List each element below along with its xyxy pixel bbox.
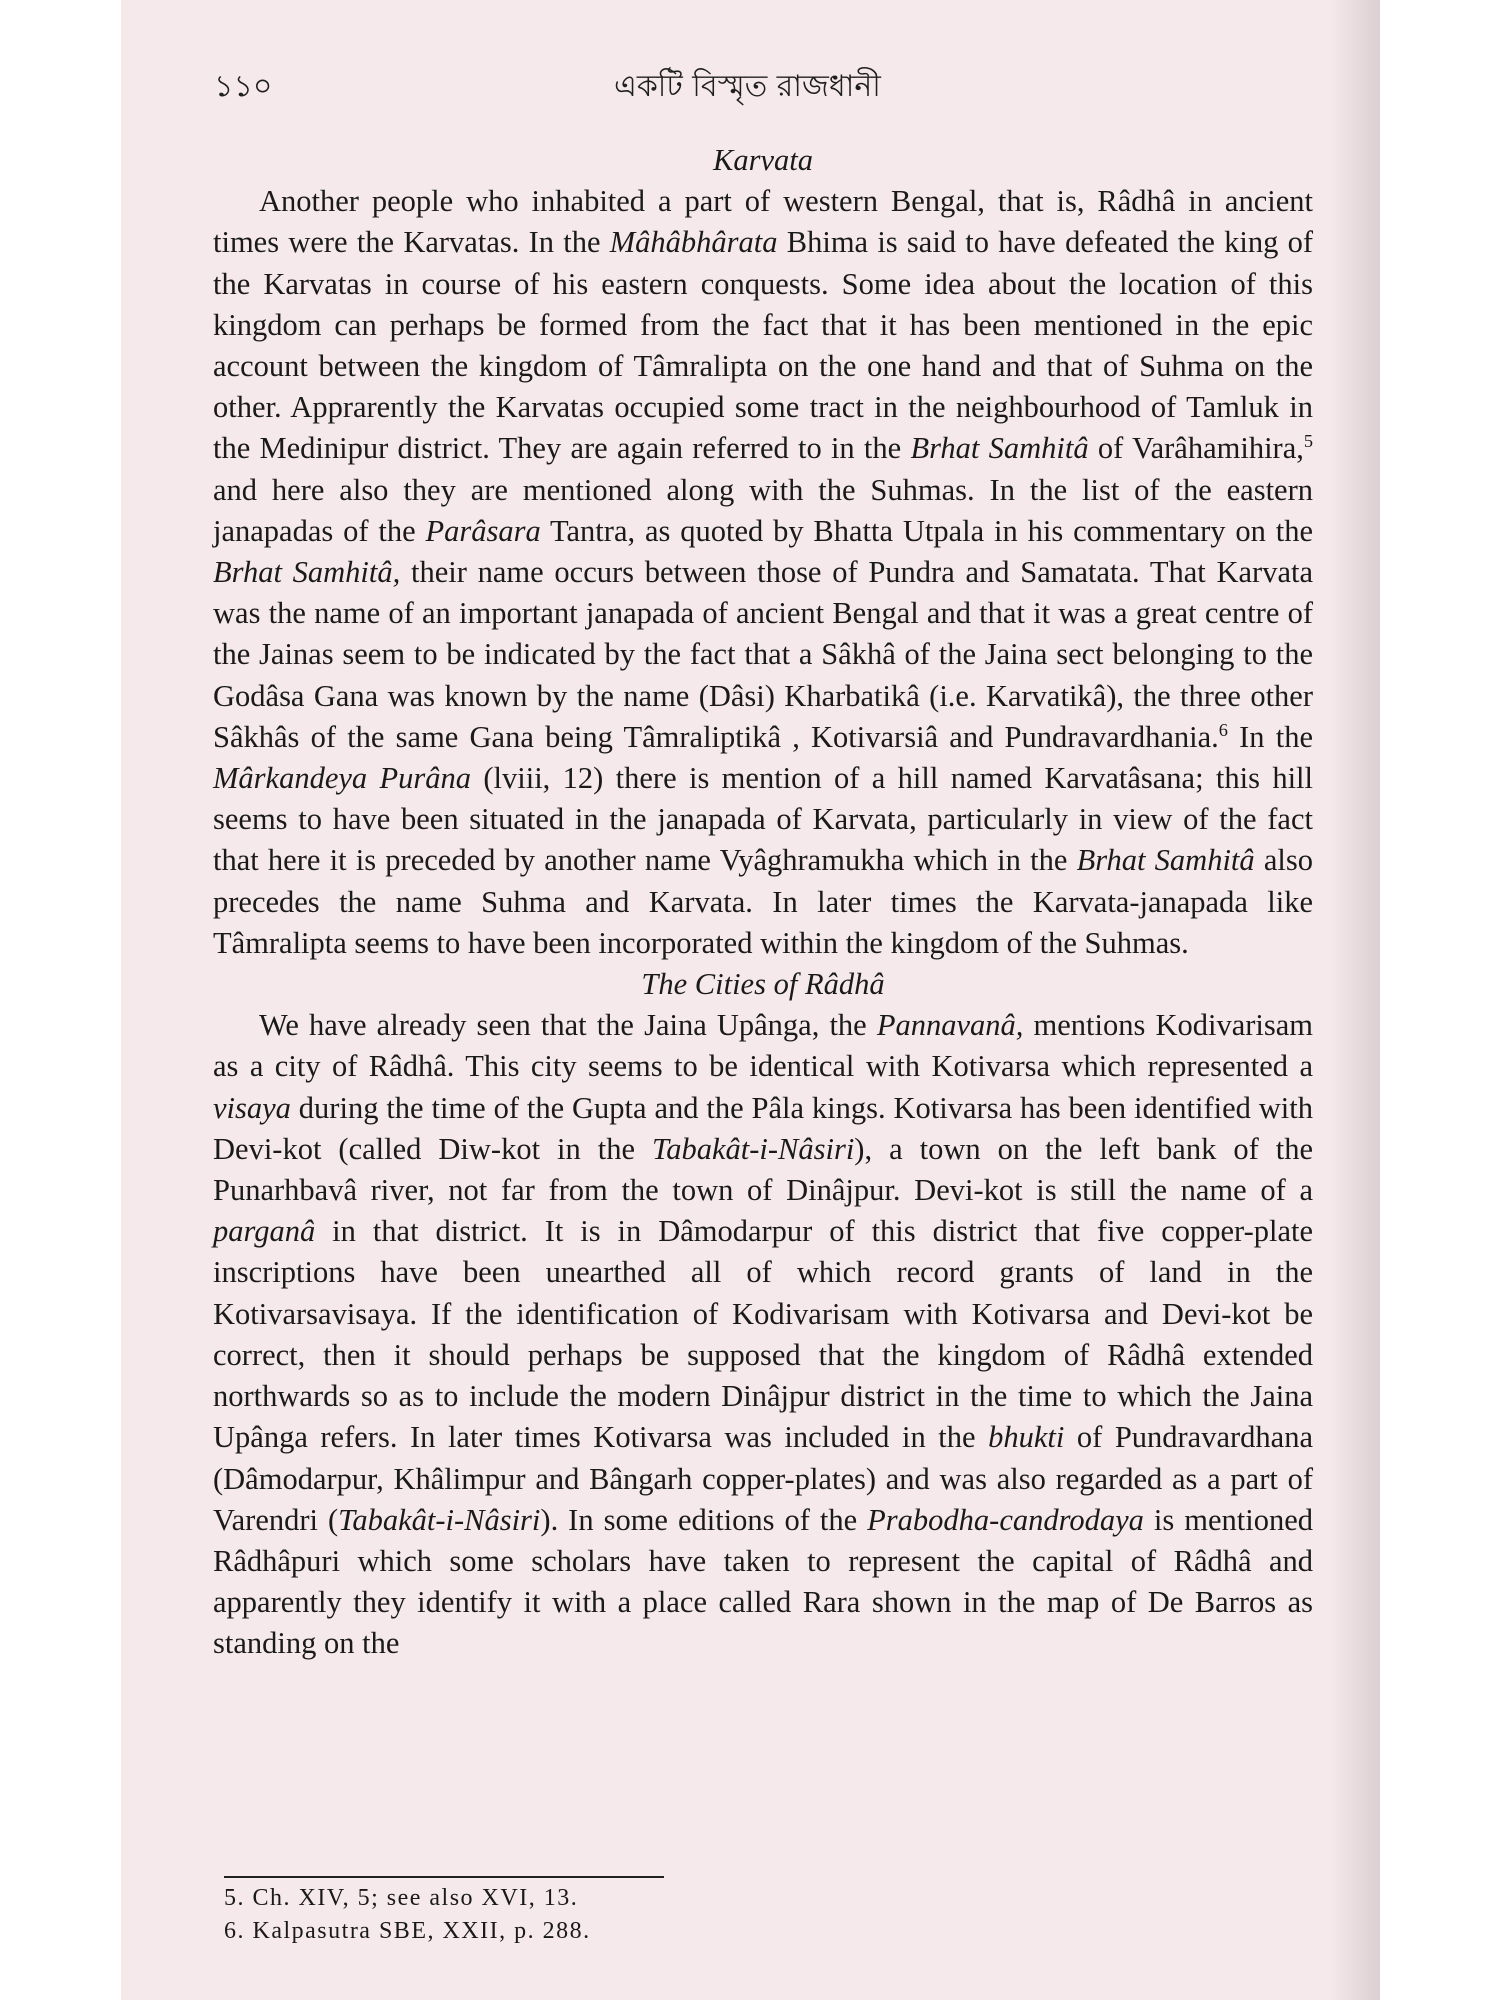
footnote-divider [224,1876,664,1878]
italic-title: Tabakât-i-Nâsiri [652,1131,855,1166]
footnote-6: 6. Kalpasutra SBE, XXII, p. 288. [224,1918,591,1944]
text-run: ), a town on the left bank of the Punarhbavâ river, not far from the town of Dinâjpur. Devi-kot is still the name of a [213,1131,1313,1208]
italic-title: visaya [213,1090,291,1125]
text-run: Another people who inhabited a part of western Bengal, that is, Râdhâ in ancient times were the Karvatas. In the [213,184,1313,260]
text-run: We have already seen that the Jaina Upânga, the [259,1008,877,1043]
text-run: of Pundravardhana (Dâmodarpur, Khâlimpur and Bângarh copper-plates) and was also regarded as a part of Varendri ( [213,1420,1313,1537]
text-run: In the [1227,719,1314,754]
italic-title: Tabakât-i-Nâsiri [338,1502,541,1537]
paragraph-cities [213,1005,1313,1664]
italic-title: Brhat Samhitâ [910,431,1089,466]
footnote-marker: 5 [1303,431,1314,452]
italic-title: parganâ [213,1214,316,1249]
page-body [213,140,1313,1665]
italic-title: Pannavanâ, [876,1008,1024,1043]
running-title: একটি বিস্মৃত রাজধানী [614,69,881,104]
text-run: and here also they are mentioned along with the Suhmas. In the list of the eastern janapadas of the [213,472,1313,548]
italic-title: Parâsara [425,513,541,548]
footnote-marker: 6 [1218,719,1228,740]
text-run: is mentioned Râdhâpuri which some scholars have taken to represent the capital of Râdhâ and apparently they identify it with a place called Rara shown in the map of De Barros as standing on the [213,1502,1313,1661]
italic-title: Mâhâbhârata [609,225,778,260]
italic-title: Brhat Samhitâ [1076,843,1255,878]
text-run: during the time of the Gupta and the Pâla kings. Kotivarsa has been identified with Devi-kot (called Diw-kot in the [213,1090,1313,1166]
footnotes [224,1876,1124,1948]
footnote-5: 5. Ch. XIV, 5; see also XVI, 13. [224,1885,579,1911]
text-run: Bhima is said to have defeated the king of the Karvatas in course of his eastern conquests. Some idea about the location of this kingdom can perhaps be formed from the fact that it has been mentioned in the epic account between the kingdom of Tâmralipta on the one hand and that of Suhma on the other. Apprarently the Karvatas occupied some tract in the neighbourhood of Tamluk in the Medinipur district. They are again referred to in the [213,225,1314,466]
text-run: (lviii, 12) there is mention of a hill named Karvatâsana; this hill seems to have been situated in the janapada of Karvata, particularly in view of the fact that here it is preceded by another name Vyâghramukha which in the [213,761,1313,878]
text-run: also precedes the name Suhma and Karvata. In later times the Karvata-janapada like Tâmralipta seems to have been incorporated within the kingdom of the Suhmas. [213,843,1314,960]
text-run: of Varâhamihira, [1088,431,1304,466]
section-heading-karvata: Karvata [713,143,813,177]
text-run: Tantra, as quoted by Bhatta Utpala in his commentary on the [540,513,1313,548]
text-run: their name occurs between those of Pundra and Samatata. That Karvata was the name of an important janapada of ancient Bengal and that it was a great centre of the Jainas seem to be indicated by the fact that a Sâkhâ of the Jaina sect belonging to the Godâsa Gana was known by the name (Dâsi) Kharbatikâ (i.e. Karvatikâ), the three other Sâkhâs of the same Gana being Tâmraliptikâ , Kotivarsiâ and Pundravardhania. [213,555,1313,754]
italic-title: Mârkandeya Purâna [213,761,471,796]
text-run: in that district. It is in Dâmodarpur of this district that five copper-plate inscriptions have been unearthed all of which record grants of land in the Kotivarsavisaya. If the identification of Kodivarisam with Kotivarsa and Devi-kot be correct, then it should perhaps be supposed that the kingdom of Râdhâ extended northwards so as to include the modern Dinâjpur district in the time to which the Jaina Upânga refers. In later times Kotivarsa was included in the [213,1214,1313,1455]
section-heading-cities: The Cities of Râdhâ [641,967,885,1002]
paragraph-karvata [213,181,1313,964]
text-run: ). In some editions of the [540,1502,868,1537]
italic-title: Brhat Samhitâ, [213,555,401,590]
page-header [214,62,1320,112]
text-run: mentions Kodivarisam as a city of Râdhâ. This city seems to be identical with Kotivarsa which represented a [213,1008,1313,1084]
book-page [121,0,1380,2000]
page-number: ১১০ [214,69,273,104]
italic-title: Prabodha-candrodaya [867,1502,1144,1537]
italic-title: bhukti [988,1420,1065,1455]
